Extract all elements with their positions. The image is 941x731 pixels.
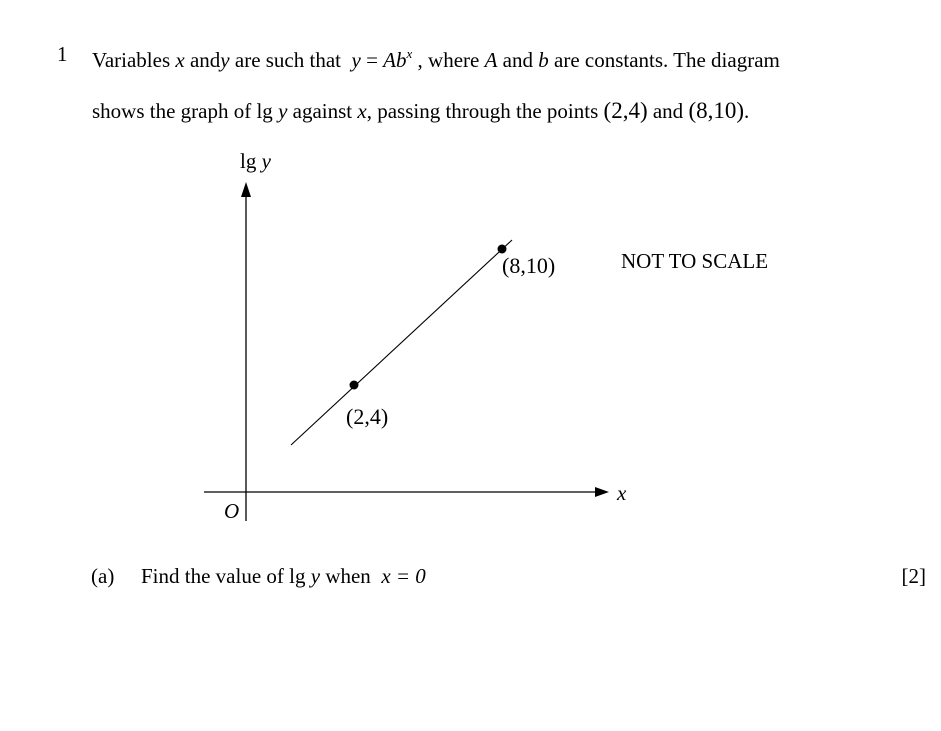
part-a-text: Find the value of lg y when x = 0	[141, 564, 426, 588]
equation: y = Ab$^x$	[351, 46, 413, 72]
point-1-text: (2,4)	[603, 98, 648, 123]
part-a-marks: [2]	[901, 564, 926, 588]
part-a-equation: x = 0	[381, 564, 426, 588]
question-number: 1	[57, 42, 68, 66]
x-axis-arrow-icon	[595, 487, 609, 497]
graph-line	[291, 240, 512, 445]
x-axis-label: x	[617, 481, 627, 505]
question-text-line-2: shows the graph of lg y against x, passing through the points (2,4) and (8,10).	[92, 98, 750, 123]
point-2-4-label: (2,4)	[346, 404, 389, 429]
not-to-scale-note: NOT TO SCALE	[621, 249, 769, 273]
point-8-10-label: (8,10)	[502, 253, 556, 278]
y-axis-label: lg y	[240, 149, 271, 173]
y-axis-arrow-icon	[241, 182, 251, 197]
question-text-line-1: Variables x andy are such that y = Ab$^x$ , where A and b are constants. The diagram	[92, 46, 780, 72]
point-2-text: (8,10)	[688, 98, 745, 123]
origin-label: O	[224, 499, 240, 523]
point-2-4-marker	[350, 381, 359, 390]
part-a-label: (a)	[91, 564, 115, 588]
